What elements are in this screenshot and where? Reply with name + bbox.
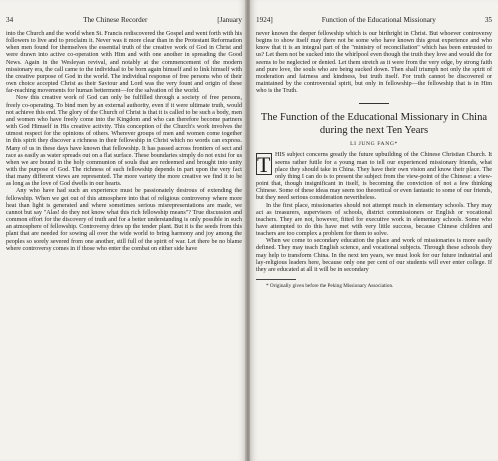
article-byline: LI JUNG FANG*: [350, 141, 398, 148]
right-page: [250, 0, 498, 461]
left-paragraph-1: into the Church and the world when St. Francis rediscovered the Gospel and went forth with his followers to live and to proclaim it. Never was it more clear than in the Protestant Reformation when men found for themselves the essential truth of the creative work of God in Christ and were drawn into active co-operation with Him and with one another in spreading the Good News. Again in the Wesleyan revival, and notably at the commencement of the modern missionary era, the call came to the individual to be born again himself and to link himself with the creative purpose of God in the world. The individual response of free persons who of their own choice accepted Christ as their Saviour and Lord was the very fount and origin of these far-reaching movements for human betterment—for the salvation of the world.: [6, 31, 242, 95]
footnote: * Originally given before the Peking Missionary Association.: [266, 282, 394, 289]
right-running-head: [256, 16, 492, 25]
article-paragraph-3: When we come to secondary education the place and work of missionaries is more easily defined. They may teach English science, and vocational subjects. Through these schools they may help to transform China. In the next ten years, we must look for our future industrial and lay-religious leaders here, because only one per cent of our students will ever enter college. If they are educated at all it will be in secondary: [256, 238, 492, 273]
right-header-year: 1924]: [256, 16, 273, 24]
left-paragraph-3: Any who have had such an experience must be passionately desirous of extending the fellowship. When we get out of this atmosphere into that of religious controversy where more heat than light is generated and where sometimes serious misrepresentations are made, we cannot but say "Alas! do they not know what this rich fellowship means"? True discussion and common effort for the discovery of truth and for a better understanding is only possible in such an atmosphere of fellowship. Controversy dries up the tender plant. But it is the seeds from this plant that are needed for sowing all over the wide world to bring harmony and joy among the peoples so sorely severed from one another, still full of the spirit of war. Let there be no blame where controversy comes in if those who enter the combat on either side have: [6, 188, 242, 252]
article-body-text: [256, 152, 492, 274]
right-body-text: [256, 31, 492, 95]
article-first-paragraph-text: HIS subject concerns greatly the future upbuilding of the Chinese Christian Church. It seems rather futile for a young man to tell our experienced missionary friends, what place they should take in China. They have their own vision and know their place. The only thing I can do is to present the subject from the view-point of the Chinese: a view-point that, though insignificant in itself, is becoming the conviction of not a few thinking Chinese. Some of these ideas may seem too theoretical or even fantastic to some of our friends, but they need serious consideration nevertheless.: [256, 152, 492, 202]
left-body-text: [6, 31, 242, 253]
left-page-number: 34: [6, 16, 14, 24]
right-header-title: Function of the Educational Missionary: [321, 16, 436, 24]
left-header-issue: [January: [217, 16, 242, 24]
left-header-title: The Chinese Recorder: [83, 16, 148, 24]
drop-cap: T: [257, 152, 271, 178]
article-paragraph-2: In the first place, missionaries should not attempt much in elementary schools. They may act as treasurers, supervisors of schools, district commissioners or English or vocational teachers. They are not, however, fitted for executive work in elementary schools. Some who have attempted to do this have met with very little success, because Chinese children and teachers are too complex a problem for them to solve.: [256, 202, 492, 238]
article-title: The Function of the Educational Missionary in China during the next Ten Years: [260, 112, 488, 136]
section-divider: [359, 103, 389, 104]
right-continuation-paragraph: never known the deeper fellowship which is our birthright in Christ. But whoever controversy begins to show itself may there not be some who have known this great experience and who know that it is an integral part of the "ministry of reconciliation" which has been entrusted to us? Let them not be sucked into the whirlpool even though the truth they love and would die for seems to be neglected or denied. Let them stretch as it were from the very edge, by strong faith and pure love, the souls who are being sucked down. Then shall triumph not only the spirit of moderation and fairness and kindness, but truth itself. For truth cannot be discovered or maintained by the controversial spirit, but only in fellowship—the fellowship that is in Him who is the Truth.: [256, 31, 492, 95]
right-page-number: 35: [484, 16, 492, 24]
left-page: [0, 0, 246, 461]
left-running-head: [6, 16, 242, 25]
left-paragraph-2: Now this creative work of God can only be fulfilled through a society of free persons, freely co-operating. To bind men by an external authority, even if it were ultimate truth, would not achieve this end. The glory of the Church of Christ is that it is called to be such a body, men and women who have freely come into the Kingdom and who can therefore become partners with God Himself in His creative activity. This conception of the Church's work involves the utmost respect for the opinions of others. Wherever groups of men and women come together in this spirit they discover a richness in their fellowship in Christ which no words can express. Many of us in these days have known that fellowship. It has passed across frontiers of sect and race as easily as water spreads out on a flat surface. These boundaries simply do not exist for us when we are bound in the holy communion of souls that are redeemed and brought into unity with the purpose of God. The richness of such fellowship depends in part upon the very fact that many different views are represented. The more variety the more creative we find it to be as long as the love of God dwells in our hearts.: [6, 95, 242, 188]
article-first-paragraph: [256, 152, 492, 202]
footnote-rule: [256, 279, 296, 280]
